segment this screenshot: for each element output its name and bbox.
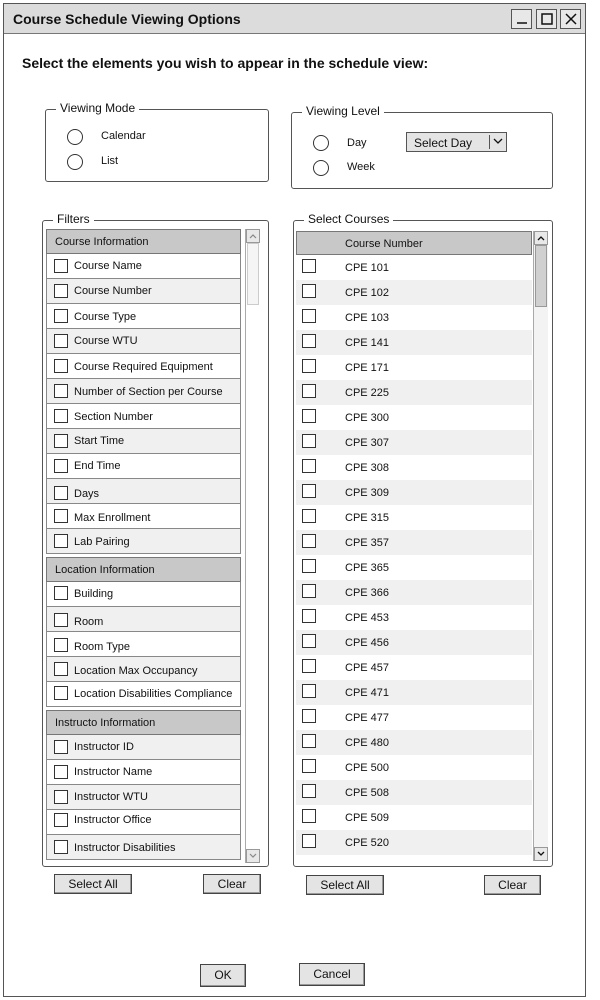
filter-checkbox[interactable]: [54, 586, 68, 600]
filter-row[interactable]: [46, 735, 241, 760]
viewing-mode-group: [45, 101, 269, 182]
courses-scrollbar[interactable]: [533, 231, 548, 861]
scroll-thumb[interactable]: [247, 243, 259, 305]
filter-checkbox[interactable]: [54, 309, 68, 323]
filter-row[interactable]: [46, 582, 241, 607]
course-row[interactable]: [296, 830, 532, 855]
course-row[interactable]: [296, 630, 532, 655]
filter-checkbox[interactable]: [54, 686, 68, 700]
course-label: CPE 457: [345, 662, 390, 674]
course-row[interactable]: [296, 705, 532, 730]
course-row[interactable]: [296, 480, 532, 505]
filter-checkbox[interactable]: [54, 662, 68, 676]
filter-checkbox[interactable]: [54, 613, 68, 627]
course-checkbox[interactable]: [302, 634, 316, 648]
radio-week-label: Week: [347, 161, 375, 173]
instructor-info-header-label: Instructo Information: [55, 717, 156, 729]
scroll-down-button[interactable]: [246, 849, 260, 863]
course-label: CPE 103: [345, 312, 390, 324]
filter-row[interactable]: [46, 254, 241, 279]
viewing-level-group: [291, 104, 553, 189]
filter-label: Instructor Office: [74, 814, 152, 826]
minimize-button[interactable]: [511, 9, 532, 29]
filter-checkbox[interactable]: [54, 840, 68, 854]
filter-checkbox[interactable]: [54, 509, 68, 523]
course-row[interactable]: [296, 405, 532, 430]
course-row[interactable]: [296, 455, 532, 480]
course-label: CPE 520: [345, 837, 390, 849]
course-checkbox[interactable]: [302, 359, 316, 373]
filters-legend: Filters: [53, 212, 94, 226]
course-info-header-label: Course Information: [55, 236, 149, 248]
course-info-header: [46, 229, 241, 254]
filter-label: Number of Section per Course: [74, 386, 223, 398]
course-row[interactable]: [296, 380, 532, 405]
course-checkbox[interactable]: [302, 809, 316, 823]
course-label: CPE 477: [345, 712, 390, 724]
viewing-level-legend: Viewing Level: [302, 104, 384, 118]
filter-label: Instructor WTU: [74, 791, 148, 803]
course-label: CPE 225: [345, 387, 390, 399]
course-checkbox[interactable]: [302, 834, 316, 848]
course-label: CPE 508: [345, 787, 390, 799]
day-select[interactable]: [406, 132, 507, 152]
filter-label: Building: [74, 588, 114, 600]
course-row[interactable]: [296, 605, 532, 630]
course-checkbox[interactable]: [302, 759, 316, 773]
filters-clear-button[interactable]: Clear: [203, 874, 261, 894]
course-label: CPE 365: [345, 562, 390, 574]
course-checkbox[interactable]: [302, 434, 316, 448]
filter-row[interactable]: [46, 785, 241, 810]
radio-calendar-label: Calendar: [101, 130, 146, 142]
location-info-header: [46, 557, 241, 582]
course-label: CPE 300: [345, 412, 390, 424]
filter-row[interactable]: [46, 429, 241, 454]
filter-checkbox[interactable]: [54, 813, 68, 827]
course-checkbox[interactable]: [302, 309, 316, 323]
maximize-icon: [541, 13, 553, 25]
course-row[interactable]: [296, 280, 532, 305]
filter-checkbox[interactable]: [54, 409, 68, 423]
course-row[interactable]: [296, 805, 532, 830]
course-label: CPE 171: [345, 362, 390, 374]
filters-group: [42, 212, 269, 867]
filters-scrollbar[interactable]: [245, 229, 260, 863]
close-icon: [565, 13, 577, 25]
filter-label: Instructor Disabilities: [74, 842, 176, 854]
course-row[interactable]: [296, 780, 532, 805]
viewing-mode-legend: Viewing Mode: [56, 101, 139, 115]
filter-label: Course Required Equipment: [74, 361, 213, 373]
courses-legend: Select Courses: [304, 212, 393, 226]
course-row[interactable]: [296, 730, 532, 755]
filter-row[interactable]: [46, 329, 241, 354]
filter-row[interactable]: [46, 504, 241, 529]
filter-row[interactable]: [46, 529, 241, 554]
course-checkbox[interactable]: [302, 534, 316, 548]
course-checkbox[interactable]: [302, 709, 316, 723]
maximize-button[interactable]: [536, 9, 557, 29]
course-row[interactable]: [296, 355, 532, 380]
course-label: CPE 307: [345, 437, 390, 449]
filter-checkbox[interactable]: [54, 384, 68, 398]
course-number-header-label: Course Number: [345, 238, 423, 250]
filter-label: Course Type: [74, 311, 137, 323]
course-row[interactable]: [296, 505, 532, 530]
filter-row[interactable]: [46, 682, 241, 707]
scroll-thumb[interactable]: [535, 245, 547, 307]
scroll-down-button[interactable]: [534, 847, 548, 861]
courses-select-all-button[interactable]: Select All: [306, 875, 384, 895]
course-row[interactable]: [296, 330, 532, 355]
filter-checkbox[interactable]: [54, 259, 68, 273]
course-row[interactable]: [296, 580, 532, 605]
filter-row[interactable]: [46, 304, 241, 329]
course-label: CPE 509: [345, 812, 390, 824]
filter-checkbox[interactable]: [54, 459, 68, 473]
select-divider: [489, 135, 490, 149]
courses-group: [293, 212, 553, 867]
filter-row[interactable]: [46, 760, 241, 785]
course-row[interactable]: [296, 655, 532, 680]
chevron-up-icon: [249, 233, 257, 239]
filter-label: Start Time: [74, 435, 125, 447]
filter-label: Location Disabilities Compliance: [74, 688, 233, 700]
dialog-window: [3, 3, 586, 997]
instructor-info-header: [46, 710, 241, 735]
chevron-up-icon: [537, 235, 545, 241]
filters-select-all-button[interactable]: Select All: [54, 874, 132, 894]
course-checkbox[interactable]: [302, 734, 316, 748]
course-label: CPE 141: [345, 337, 390, 349]
filter-label: Lab Pairing: [74, 536, 130, 548]
radio-list-label: List: [101, 155, 119, 167]
course-label: CPE 471: [345, 687, 390, 699]
filter-label: Location Max Occupancy: [74, 665, 198, 677]
course-checkbox[interactable]: [302, 559, 316, 573]
filter-row[interactable]: [46, 479, 241, 504]
course-checkbox[interactable]: [302, 784, 316, 798]
course-label: CPE 480: [345, 737, 390, 749]
minimize-icon: [516, 13, 528, 25]
course-row[interactable]: [296, 430, 532, 455]
course-label: CPE 453: [345, 612, 390, 624]
course-label: CPE 309: [345, 487, 390, 499]
radio-calendar[interactable]: [67, 129, 83, 145]
course-label: CPE 102: [345, 287, 390, 299]
filter-row[interactable]: [46, 354, 241, 379]
filter-label: Course WTU: [74, 335, 138, 347]
course-row[interactable]: [296, 255, 532, 280]
close-button[interactable]: [560, 9, 581, 29]
course-row[interactable]: [296, 680, 532, 705]
filter-row[interactable]: [46, 632, 241, 657]
course-label: CPE 308: [345, 462, 390, 474]
filter-label: Course Name: [74, 260, 142, 272]
filter-checkbox[interactable]: [54, 334, 68, 348]
course-checkbox[interactable]: [302, 459, 316, 473]
filter-row[interactable]: [46, 404, 241, 429]
course-label: CPE 357: [345, 537, 390, 549]
filter-row[interactable]: [46, 835, 241, 860]
course-row[interactable]: [296, 755, 532, 780]
course-checkbox[interactable]: [302, 609, 316, 623]
course-checkbox[interactable]: [302, 384, 316, 398]
course-checkbox[interactable]: [302, 509, 316, 523]
course-checkbox[interactable]: [302, 659, 316, 673]
filter-row[interactable]: [46, 657, 241, 682]
title-bar: [4, 4, 585, 34]
chevron-down-icon: [249, 853, 257, 859]
filter-label: End Time: [74, 460, 121, 472]
course-checkbox[interactable]: [302, 684, 316, 698]
filter-checkbox[interactable]: [54, 434, 68, 448]
chevron-down-icon: [493, 137, 503, 145]
filter-row[interactable]: [46, 279, 241, 304]
course-checkbox[interactable]: [302, 409, 316, 423]
course-label: CPE 315: [345, 512, 390, 524]
course-checkbox[interactable]: [302, 284, 316, 298]
filter-checkbox[interactable]: [54, 790, 68, 804]
window-title: Course Schedule Viewing Options: [13, 11, 241, 27]
course-row[interactable]: [296, 530, 532, 555]
courses-list: [296, 231, 532, 861]
filter-label: Section Number: [74, 411, 153, 423]
filter-checkbox[interactable]: [54, 534, 68, 548]
filters-list: [46, 229, 241, 863]
filter-row[interactable]: [46, 607, 241, 632]
course-checkbox[interactable]: [302, 259, 316, 273]
filter-label: Instructor ID: [74, 741, 134, 753]
course-row[interactable]: [296, 555, 532, 580]
course-label: CPE 500: [345, 762, 390, 774]
course-row[interactable]: [296, 305, 532, 330]
cancel-button[interactable]: Cancel: [299, 963, 365, 986]
filter-label: Instructor Name: [74, 766, 153, 778]
radio-day-label: Day: [347, 137, 367, 149]
filter-label: Room Type: [74, 641, 131, 653]
filter-label: Course Number: [74, 285, 152, 297]
course-label: CPE 101: [345, 262, 390, 274]
scroll-up-button[interactable]: [246, 229, 260, 243]
day-select-value: Select Day: [414, 136, 473, 150]
filter-checkbox[interactable]: [54, 359, 68, 373]
radio-day[interactable]: [313, 135, 329, 151]
filter-row[interactable]: [46, 454, 241, 479]
radio-week[interactable]: [313, 160, 329, 176]
filter-checkbox[interactable]: [54, 486, 68, 500]
instructions-heading: Select the elements you wish to appear in the schedule view:: [22, 55, 429, 71]
course-checkbox[interactable]: [302, 484, 316, 498]
filter-row[interactable]: [46, 810, 241, 835]
filter-row[interactable]: [46, 379, 241, 404]
filter-label: Max Enrollment: [74, 512, 151, 524]
filter-checkbox[interactable]: [54, 740, 68, 754]
course-label: CPE 456: [345, 637, 390, 649]
location-info-header-label: Location Information: [55, 564, 155, 576]
filter-checkbox[interactable]: [54, 765, 68, 779]
ok-button[interactable]: OK: [200, 964, 246, 987]
radio-list[interactable]: [67, 154, 83, 170]
filter-checkbox[interactable]: [54, 284, 68, 298]
courses-column-header: [296, 231, 532, 255]
filter-checkbox[interactable]: [54, 638, 68, 652]
filter-label: Room: [74, 616, 104, 628]
filter-label: Days: [74, 488, 100, 500]
course-checkbox[interactable]: [302, 334, 316, 348]
scroll-up-button[interactable]: [534, 231, 548, 245]
course-checkbox[interactable]: [302, 584, 316, 598]
chevron-down-icon: [537, 851, 545, 857]
courses-clear-button[interactable]: Clear: [484, 875, 541, 895]
course-label: CPE 366: [345, 587, 390, 599]
